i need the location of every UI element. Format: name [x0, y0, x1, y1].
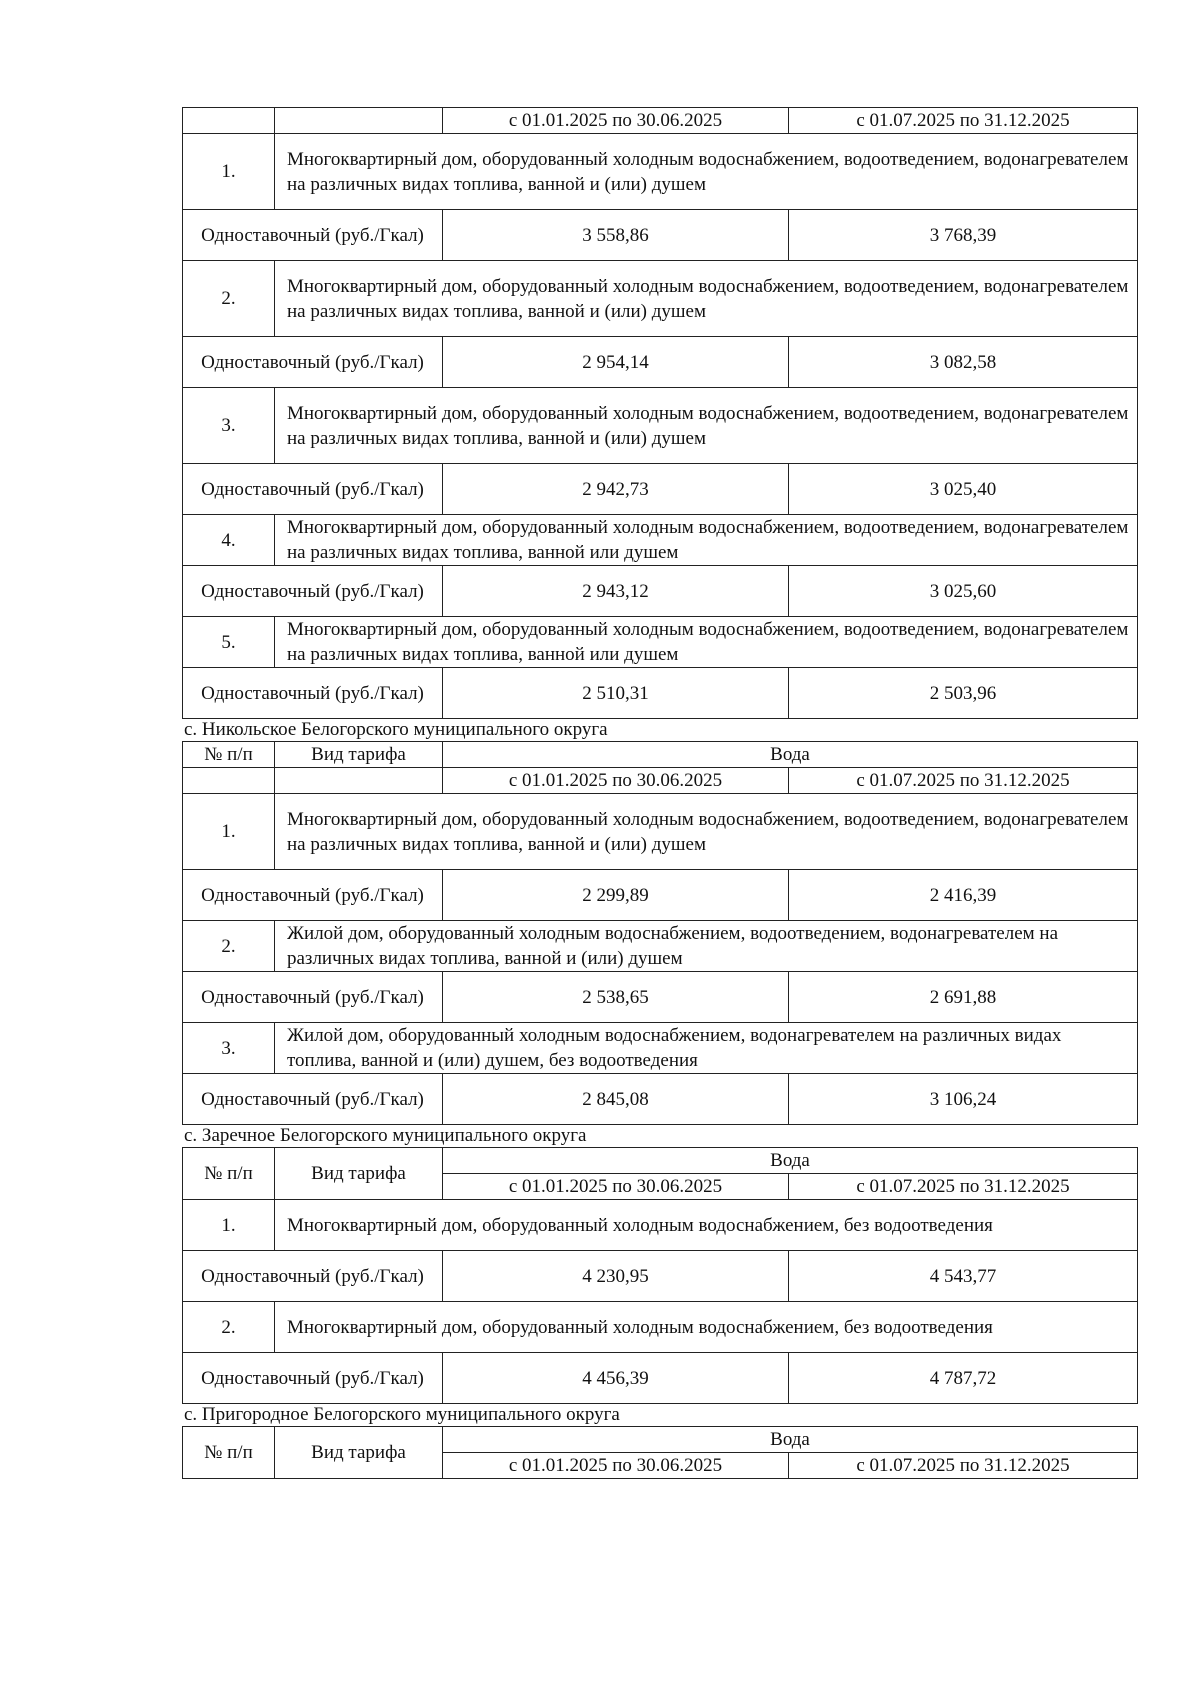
period-1: с 01.01.2025 по 30.06.2025	[443, 108, 789, 134]
tariff-document	[182, 107, 1137, 1479]
rate-label: Одноставочный (руб./Гкал)	[183, 464, 443, 515]
category-row	[183, 794, 1138, 870]
header-row	[183, 1427, 1138, 1453]
rate-value-period-2: 3 768,39	[789, 210, 1138, 261]
category-row	[183, 515, 1138, 566]
rate-label: Одноставочный (руб./Гкал)	[183, 972, 443, 1023]
rate-value-period-2: 4 787,72	[789, 1353, 1138, 1404]
rate-row	[183, 337, 1138, 388]
row-number: 2.	[183, 921, 275, 972]
row-number: 3.	[183, 1023, 275, 1074]
row-description: Жилой дом, оборудованный холодным водоснабжением, водонагревателем на различных видах топлива, ванной и (или) душем, без водоотведения	[275, 1023, 1138, 1074]
rate-row	[183, 668, 1138, 719]
category-row	[183, 261, 1138, 337]
col-type-header: Вид тарифа	[275, 742, 443, 768]
row-number: 2.	[183, 1302, 275, 1353]
rate-row	[183, 566, 1138, 617]
row-description: Многоквартирный дом, оборудованный холодным водоснабжением, водоотведением, водонагревателем на различных видах топлива, ванной или душем	[275, 515, 1138, 566]
empty-cell	[275, 108, 443, 134]
row-description: Многоквартирный дом, оборудованный холодным водоснабжением, водоотведением, водонагревателем на различных видах топлива, ванной и (или) душем	[275, 388, 1138, 464]
rate-value-period-2: 2 503,96	[789, 668, 1138, 719]
row-number: 5.	[183, 617, 275, 668]
row-number: 1.	[183, 794, 275, 870]
rate-value-period-1: 2 538,65	[443, 972, 789, 1023]
category-row	[183, 134, 1138, 210]
rate-value-period-2: 2 691,88	[789, 972, 1138, 1023]
period-1: с 01.01.2025 по 30.06.2025	[443, 1453, 789, 1479]
col-group-header: Вода	[443, 742, 1138, 768]
row-description: Многоквартирный дом, оборудованный холодным водоснабжением, без водоотведения	[275, 1200, 1138, 1251]
section-caption: с. Никольское Белогорского муниципального округа	[184, 719, 608, 740]
tariff-table	[182, 107, 1138, 719]
empty-cell	[275, 768, 443, 794]
category-row	[183, 617, 1138, 668]
period-2: с 01.07.2025 по 31.12.2025	[789, 108, 1138, 134]
rate-value-period-2: 3 025,40	[789, 464, 1138, 515]
category-row	[183, 1302, 1138, 1353]
period-row	[183, 108, 1138, 134]
empty-cell	[183, 108, 275, 134]
rate-value-period-1: 2 299,89	[443, 870, 789, 921]
section-caption: с. Заречное Белогорского муниципального округа	[184, 1125, 587, 1146]
row-description: Многоквартирный дом, оборудованный холодным водоснабжением, водоотведением, водонагревателем на различных видах топлива, ванной или душем	[275, 617, 1138, 668]
row-description: Многоквартирный дом, оборудованный холодным водоснабжением, без водоотведения	[275, 1302, 1138, 1353]
header-row	[183, 1148, 1138, 1174]
rate-row	[183, 1074, 1138, 1125]
rate-label: Одноставочный (руб./Гкал)	[183, 1074, 443, 1125]
col-group-header: Вода	[443, 1148, 1138, 1174]
row-number: 1.	[183, 134, 275, 210]
row-description: Многоквартирный дом, оборудованный холодным водоснабжением, водоотведением, водонагревателем на различных видах топлива, ванной и (или) душем	[275, 261, 1138, 337]
col-group-header: Вода	[443, 1427, 1138, 1453]
rate-value-period-2: 2 416,39	[789, 870, 1138, 921]
category-row	[183, 1023, 1138, 1074]
rate-value-period-1: 2 954,14	[443, 337, 789, 388]
rate-value-period-1: 2 942,73	[443, 464, 789, 515]
period-1: с 01.01.2025 по 30.06.2025	[443, 768, 789, 794]
rate-row	[183, 1353, 1138, 1404]
period-row	[183, 768, 1138, 794]
rate-row	[183, 210, 1138, 261]
rate-value-period-1: 2 943,12	[443, 566, 789, 617]
row-description: Жилой дом, оборудованный холодным водоснабжением, водоотведением, водонагревателем на различных видах топлива, ванной и (или) душем	[275, 921, 1138, 972]
period-2: с 01.07.2025 по 31.12.2025	[789, 768, 1138, 794]
category-row	[183, 921, 1138, 972]
header-row	[183, 742, 1138, 768]
rate-label: Одноставочный (руб./Гкал)	[183, 870, 443, 921]
rate-label: Одноставочный (руб./Гкал)	[183, 337, 443, 388]
row-description: Многоквартирный дом, оборудованный холодным водоснабжением, водоотведением, водонагревателем на различных видах топлива, ванной и (или) душем	[275, 794, 1138, 870]
col-number-header: № п/п	[183, 742, 275, 768]
rate-value-period-2: 3 082,58	[789, 337, 1138, 388]
col-number-header: № п/п	[183, 1148, 275, 1200]
rate-label: Одноставочный (руб./Гкал)	[183, 668, 443, 719]
rate-value-period-2: 3 106,24	[789, 1074, 1138, 1125]
rate-label: Одноставочный (руб./Гкал)	[183, 1353, 443, 1404]
row-description: Многоквартирный дом, оборудованный холодным водоснабжением, водоотведением, водонагревателем на различных видах топлива, ванной и (или) душем	[275, 134, 1138, 210]
category-row	[183, 388, 1138, 464]
rate-row	[183, 972, 1138, 1023]
tariff-table	[182, 741, 1138, 1125]
rate-value-period-1: 2 845,08	[443, 1074, 789, 1125]
section-caption: с. Пригородное Белогорского муниципального округа	[184, 1404, 620, 1425]
rate-label: Одноставочный (руб./Гкал)	[183, 566, 443, 617]
tariff-table	[182, 1147, 1138, 1404]
category-row	[183, 1200, 1138, 1251]
rate-value-period-1: 4 230,95	[443, 1251, 789, 1302]
rate-row	[183, 1251, 1138, 1302]
rate-value-period-1: 3 558,86	[443, 210, 789, 261]
row-number: 2.	[183, 261, 275, 337]
period-1: с 01.01.2025 по 30.06.2025	[443, 1174, 789, 1200]
row-number: 3.	[183, 388, 275, 464]
rate-value-period-2: 3 025,60	[789, 566, 1138, 617]
row-number: 4.	[183, 515, 275, 566]
empty-cell	[183, 768, 275, 794]
rate-value-period-2: 4 543,77	[789, 1251, 1138, 1302]
col-number-header: № п/п	[183, 1427, 275, 1479]
row-number: 1.	[183, 1200, 275, 1251]
tariff-table	[182, 1426, 1138, 1479]
col-type-header: Вид тарифа	[275, 1427, 443, 1479]
rate-label: Одноставочный (руб./Гкал)	[183, 210, 443, 261]
rate-label: Одноставочный (руб./Гкал)	[183, 1251, 443, 1302]
rate-value-period-1: 4 456,39	[443, 1353, 789, 1404]
period-2: с 01.07.2025 по 31.12.2025	[789, 1174, 1138, 1200]
col-type-header: Вид тарифа	[275, 1148, 443, 1200]
period-2: с 01.07.2025 по 31.12.2025	[789, 1453, 1138, 1479]
rate-row	[183, 464, 1138, 515]
rate-value-period-1: 2 510,31	[443, 668, 789, 719]
rate-row	[183, 870, 1138, 921]
